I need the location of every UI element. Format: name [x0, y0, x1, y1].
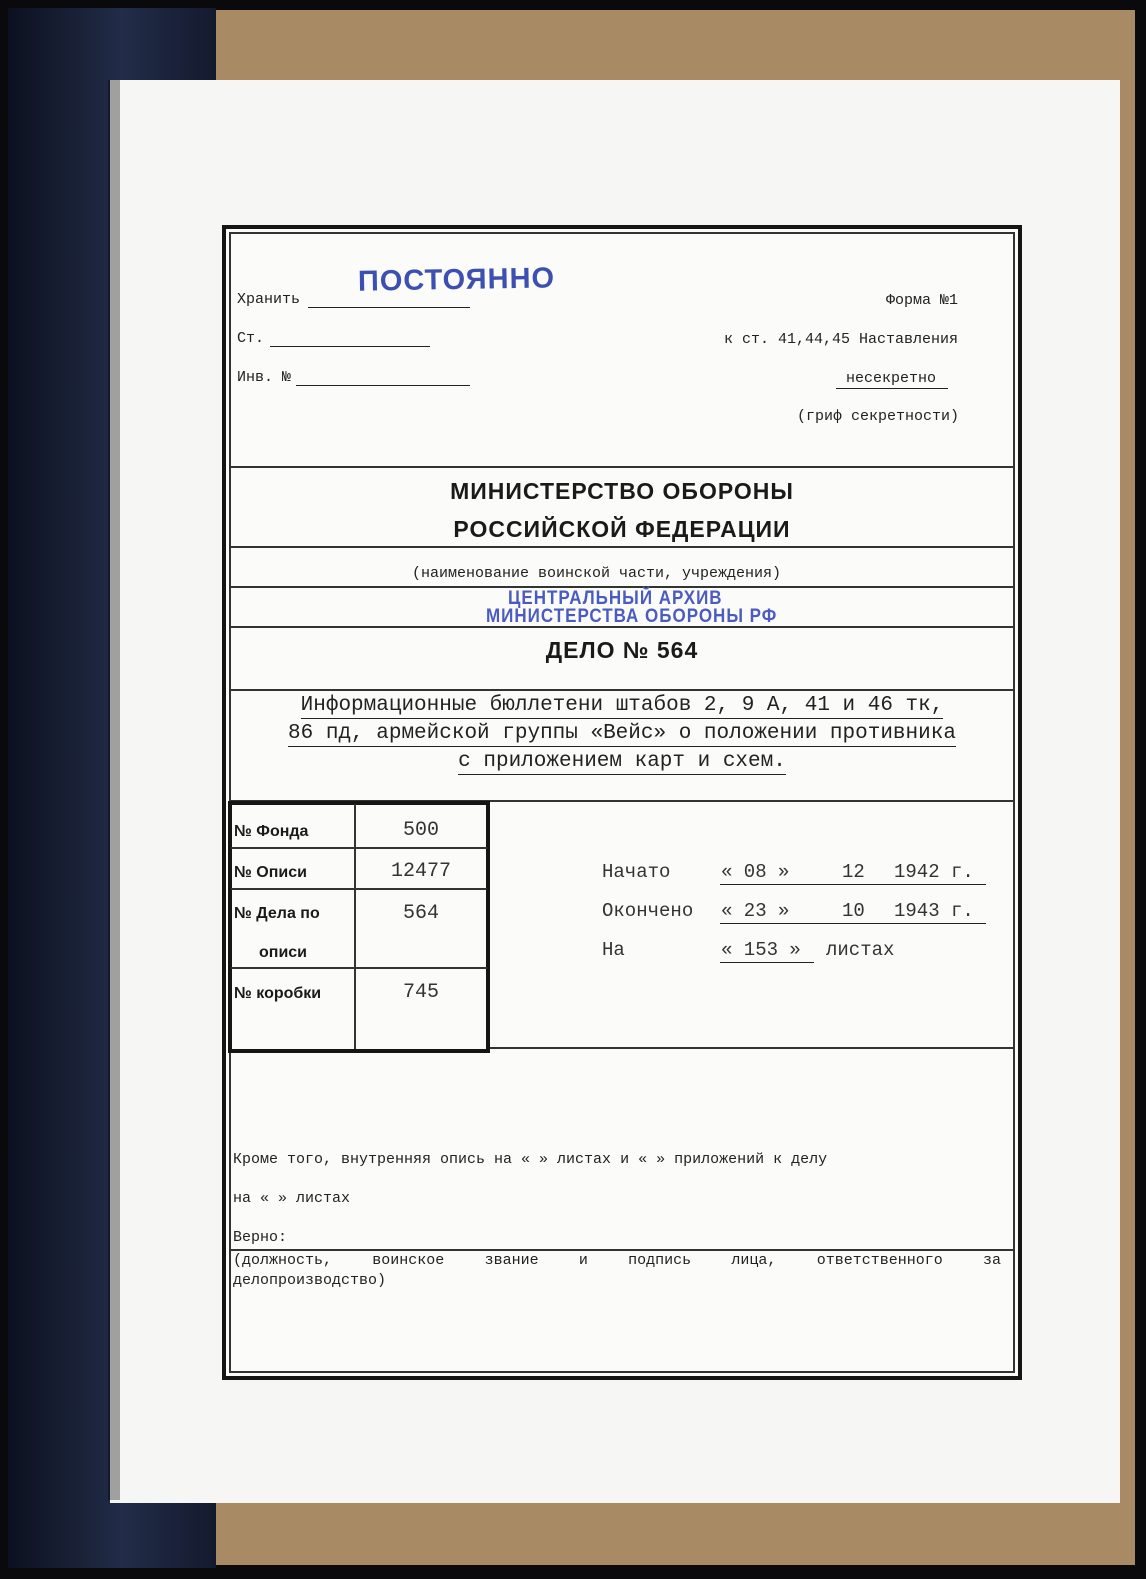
inventory-number-label: Инв. №	[237, 369, 292, 386]
verified-label: Верно:	[233, 1229, 288, 1246]
secrecy-caption: (гриф секретности)	[797, 408, 960, 425]
keep-underline	[308, 307, 470, 308]
keep-stamp: ПОСТОЯННО	[357, 262, 556, 298]
case-number-label: № Дела по	[234, 905, 320, 922]
divider	[490, 1047, 1013, 1049]
article-label: Ст.	[237, 330, 265, 347]
inventory-label: № Описи	[234, 864, 307, 881]
ministry-line-2: РОССИЙСКОЙ ФЕДЕРАЦИИ	[453, 516, 791, 542]
sheets-label: На	[602, 939, 625, 961]
started-year: 1942 г.	[894, 861, 974, 883]
inventory-value: 12477	[390, 860, 451, 883]
case-number-label-line-2: описи	[259, 944, 308, 961]
archive-stamp-line-2: МИНИСТЕРСТВА ОБОРОНЫ РФ	[486, 604, 778, 627]
sheets-unit: листах	[826, 939, 895, 961]
fund-value: 500	[402, 819, 439, 842]
keep-label: Хранить	[237, 291, 301, 308]
registry-table-row-divider	[231, 847, 487, 849]
sheets-note: на « » листах	[233, 1190, 351, 1207]
ended-year: 1943 г.	[894, 900, 974, 922]
started-label: Начато	[602, 861, 671, 883]
box-label: № коробки	[234, 985, 322, 1002]
archive-stamp-line-1: ЦЕНТРАЛЬНЫЙ АРХИВ	[508, 586, 723, 609]
secrecy-underline	[836, 388, 948, 389]
divider	[231, 546, 1013, 548]
unit-caption: (наименование воинской части, учреждения)	[412, 565, 782, 582]
started-underline	[720, 884, 986, 885]
ended-day: « 23 »	[721, 900, 790, 922]
case-title-line-1: Информационные бюллетени штабов 2, 9 А, 41 и 46 тк,	[300, 694, 944, 717]
ended-label: Окончено	[602, 900, 694, 922]
ended-underline	[720, 923, 986, 924]
inventory-number-underline	[296, 385, 470, 386]
signature-caption-line-1: (должность, воинское звание и подпись лица, ответственного за	[233, 1252, 1001, 1269]
form-reference: к ст. 41,44,45 Наставления	[724, 331, 959, 348]
started-month: 12	[842, 861, 865, 883]
form-number: Форма №1	[886, 292, 959, 309]
started-day: « 08 »	[721, 861, 790, 883]
divider	[231, 1249, 1013, 1251]
article-underline	[270, 346, 430, 347]
case-heading: ДЕЛО № 564	[545, 637, 699, 663]
case-title-line-3: с приложением карт и схем.	[458, 750, 786, 773]
box-value: 745	[402, 981, 439, 1004]
case-number-value: 564	[402, 902, 439, 925]
signature-caption-line-2: делопроизводство)	[233, 1272, 387, 1289]
inventory-note: Кроме того, внутренняя опись на « » листах и « » приложений к делу	[233, 1151, 828, 1168]
fund-label: № Фонда	[234, 823, 309, 840]
registry-table-row-divider	[231, 967, 487, 969]
sheets-underline	[720, 962, 814, 963]
sheets-value: « 153 »	[721, 939, 801, 961]
registry-table-row-divider	[231, 888, 487, 890]
ministry-line-1: МИНИСТЕРСТВО ОБОРОНЫ	[450, 478, 794, 504]
secrecy-value: несекретно	[846, 370, 937, 387]
divider	[231, 466, 1013, 468]
binding-shadow	[108, 80, 120, 1500]
divider	[231, 689, 1013, 691]
case-title-line-2: 86 пд, армейской группы «Вейс» о положении противника	[288, 722, 956, 745]
divider	[231, 626, 1013, 628]
ended-month: 10	[842, 900, 865, 922]
